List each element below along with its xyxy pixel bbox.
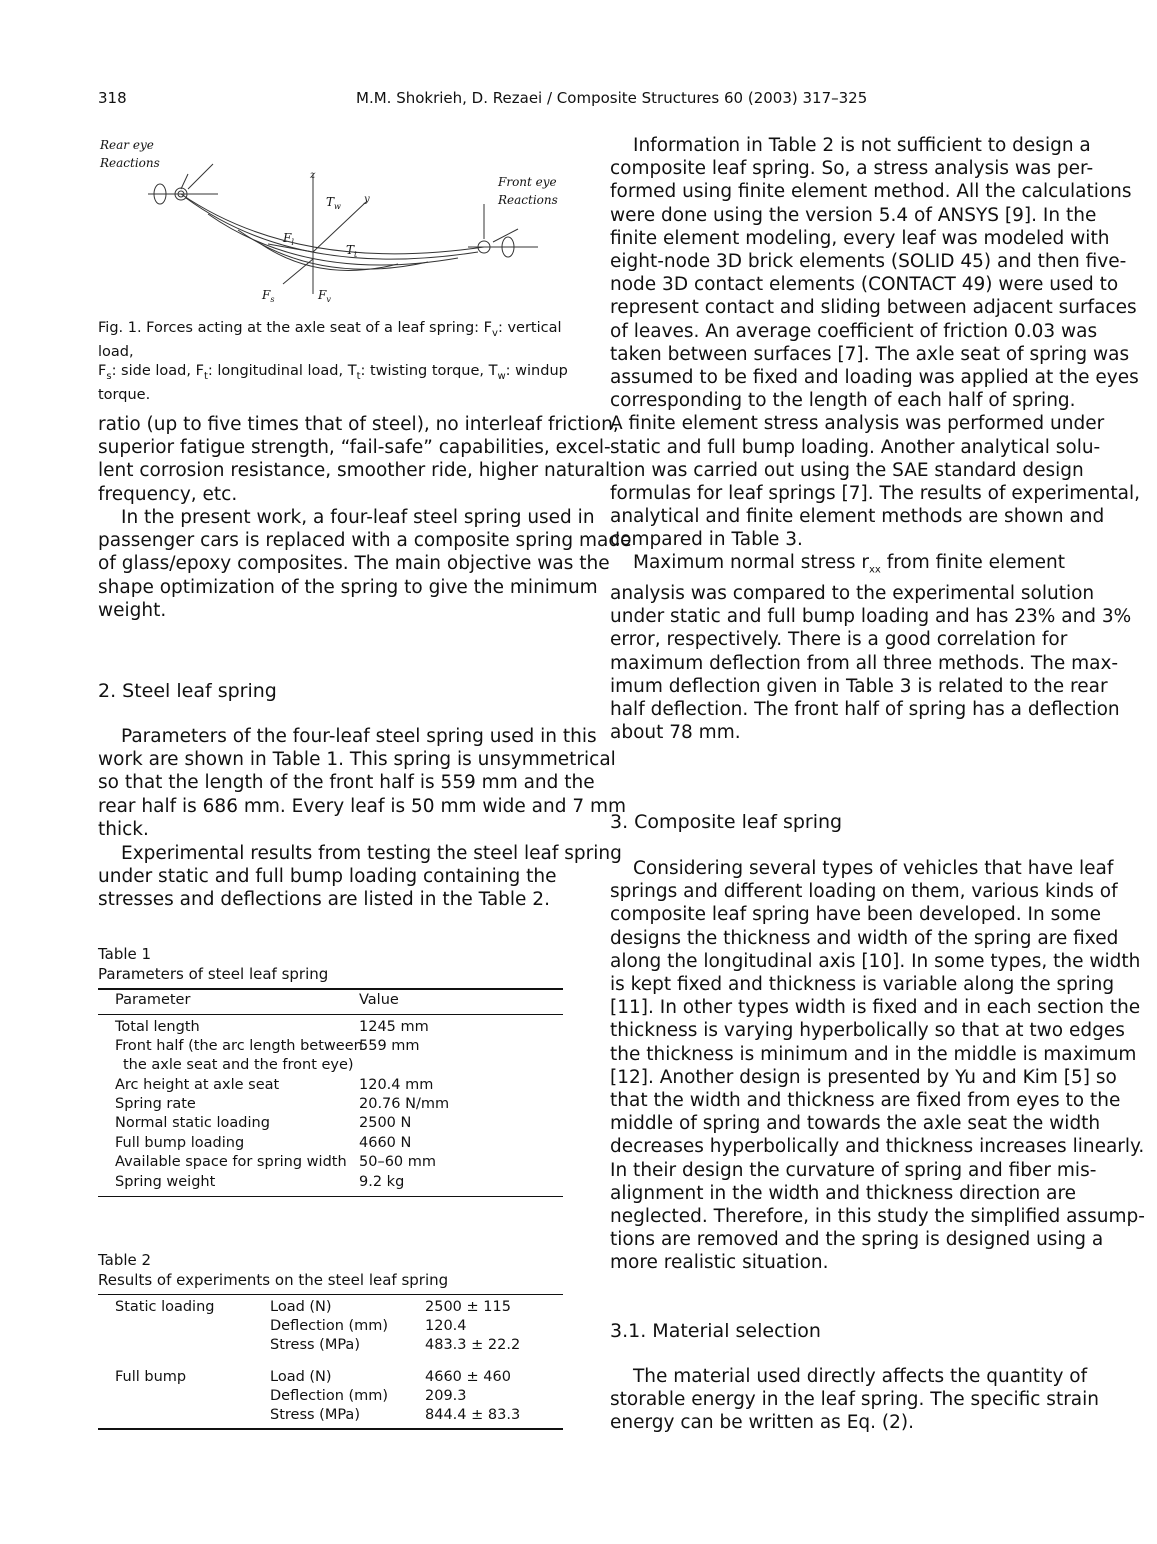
text-line: shape optimization of the spring to give the minimum <box>98 576 598 598</box>
table-cell: Deflection (mm) <box>270 1388 389 1404</box>
figure-caption <box>98 319 583 405</box>
text-line: Parameters of the four-leaf steel spring used in this <box>121 726 597 747</box>
table-row <box>98 1369 563 1388</box>
table-cell: 2500 ± 115 <box>425 1299 511 1315</box>
fl-label: $F_l$ <box>283 231 294 247</box>
right-para-1 <box>610 134 1155 552</box>
table-cell: Stress (MPa) <box>270 1407 360 1423</box>
table-cell: Deflection (mm) <box>270 1318 389 1334</box>
table-cell: Total length <box>115 1019 200 1035</box>
table-header-cell: Value <box>359 992 399 1008</box>
text-line: middle of spring and towards the axle seat the width <box>610 1113 1101 1135</box>
leaf-spring-diagram <box>98 134 578 309</box>
text-line: formed using finite element method. All the calculations <box>610 181 1132 203</box>
text-line: tion was carried out using the SAE standard design <box>610 459 1084 481</box>
text-line: node 3D contact elements (CONTACT 49) were used to <box>610 274 1119 296</box>
table-cell: Front half (the arc length between <box>115 1038 363 1054</box>
table-cell: 1245 mm <box>359 1019 429 1035</box>
right-para-4 <box>610 1365 1155 1435</box>
text-line: designs the thickness and width of the spring are fixed <box>610 927 1119 949</box>
text-line: frequency, etc. <box>98 483 238 505</box>
table-cell: 2500 N <box>359 1115 412 1131</box>
table-cell: 120.4 <box>425 1318 467 1334</box>
page-number: 318 <box>98 89 127 107</box>
text-line: more realistic situation. <box>610 1252 829 1274</box>
table-header-row <box>98 992 563 1011</box>
table-cell: Full bump loading <box>115 1135 245 1151</box>
text-line: finite element modeling, every leaf was modeled with <box>610 227 1110 249</box>
table-2-title: Results of experiments on the steel leaf spring <box>98 1270 449 1289</box>
text-line: In their design the curvature of spring and fiber mis- <box>610 1159 1097 1181</box>
text-line: ratio (up to five times that of steel), no interleaf friction, <box>98 414 619 435</box>
front-eye-label: Front eye <box>498 175 557 189</box>
left-para-2 <box>98 506 658 622</box>
fs-label: $F_s$ <box>262 288 275 304</box>
table-cell: Spring weight <box>115 1174 216 1190</box>
figure-1 <box>98 134 578 403</box>
table-cell: Static loading <box>115 1299 215 1315</box>
table-cell: 20.76 N/mm <box>359 1096 450 1112</box>
text-line: neglected. Therefore, in this study the simplified assump- <box>610 1206 1145 1228</box>
table-cell: Spring rate <box>115 1096 196 1112</box>
text-line: eight-node 3D brick elements (SOLID 45) and then five- <box>610 251 1127 273</box>
caption-line: $F_s$: side load, $F_t$: longitudinal load, $T_t$: twisting torque, $T_w$: windup <box>98 362 568 382</box>
table-cell: the axle seat and the front eye) <box>123 1057 354 1073</box>
left-para-3 <box>98 725 658 841</box>
text-line: thick. <box>98 818 149 840</box>
table-cell: 4660 N <box>359 1135 412 1151</box>
section-2-title: 2. Steel leaf spring <box>98 680 277 702</box>
table-1-caption <box>98 945 328 984</box>
table-2-caption <box>98 1251 448 1290</box>
table-2-label: Table 2 <box>98 1251 152 1269</box>
text-line: [11]. In other types width is fixed and in each section the <box>610 997 1141 1019</box>
text-line: stresses and deflections are listed in the Table 2. <box>98 889 550 911</box>
table-cell: Stress (MPa) <box>270 1337 360 1353</box>
text-line: represent contact and sliding between adjacent surfaces <box>610 297 1137 319</box>
right-para-3 <box>610 857 1155 1275</box>
text-line: The material used directly affects the quantity of <box>633 1366 1088 1387</box>
text-line: In the present work, a four-leaf steel spring used in <box>121 507 595 528</box>
text-line: taken between surfaces [7]. The axle seat of spring was <box>610 343 1130 365</box>
text-line: is kept fixed and thickness is variable along the spring <box>610 974 1115 996</box>
table-header-cell: Parameter <box>115 992 191 1008</box>
left-para-4 <box>98 842 658 912</box>
text-line: of leaves. An average coefficient of friction 0.03 was <box>610 320 1098 342</box>
rear-reactions-label: Reactions <box>100 156 160 170</box>
text-line: composite leaf spring have been developed. In some <box>610 904 1101 926</box>
text-line: static and full bump loading. Another analytical solu- <box>610 436 1101 458</box>
table-cell: Available space for spring width <box>115 1154 347 1170</box>
table-row <box>98 1407 563 1426</box>
right-para-2 <box>610 551 1155 744</box>
text-line: analysis was compared to the experimental solution <box>610 582 1095 604</box>
fv-label: $F_v$ <box>318 288 331 304</box>
text-line: corresponding to the length of each half of spring. <box>610 390 1076 412</box>
text-line: assumed to be fixed and loading was applied at the eyes <box>610 367 1139 389</box>
table-row <box>98 1318 563 1337</box>
table-row <box>98 1057 563 1076</box>
table-cell: Normal static loading <box>115 1115 270 1131</box>
left-para-1 <box>98 413 658 506</box>
caption-line: torque. <box>98 386 151 403</box>
table-cell: 4660 ± 460 <box>425 1369 511 1385</box>
table-cell: 209.3 <box>425 1388 467 1404</box>
table-1-label: Table 1 <box>98 945 152 963</box>
running-title: M.M. Shokrieh, D. Rezaei / Composite Structures 60 (2003) 317–325 <box>356 89 868 107</box>
text-line: the thickness is minimum and in the middle is maximum <box>610 1043 1137 1065</box>
table-cell: Arc height at axle seat <box>115 1077 280 1093</box>
table-row <box>98 1077 563 1096</box>
text-line: Experimental results from testing the steel leaf spring <box>121 843 622 864</box>
table-1-title: Parameters of steel leaf spring <box>98 964 329 983</box>
z-axis-label: z <box>310 170 316 181</box>
text-line: Maximum normal stress $r_{xx}$ from finite element <box>633 552 1065 576</box>
table-row <box>98 1096 563 1115</box>
text-line: tions are removed and the spring is designed using a <box>610 1229 1104 1251</box>
text-line: under static and full bump loading and has 23% and 3% <box>610 606 1132 628</box>
table-cell: 559 mm <box>359 1038 420 1054</box>
table-cell: 120.4 mm <box>359 1077 434 1093</box>
tt-label: $T_t$ <box>346 243 358 259</box>
table-cell: 50–60 mm <box>359 1154 437 1170</box>
table-row <box>98 1135 563 1154</box>
text-line: A finite element stress analysis was performed under <box>610 413 1105 435</box>
table-row <box>98 1337 563 1356</box>
text-line: decreases hyperbolically and thickness increases linearly. <box>610 1136 1145 1158</box>
text-line: maximum deflection from all three methods. The max- <box>610 652 1119 674</box>
text-line: about 78 mm. <box>610 722 741 744</box>
section-3-title: 3. Composite leaf spring <box>610 811 843 833</box>
text-line: work are shown in Table 1. This spring is unsymmetrical <box>98 749 616 771</box>
text-line: lent corrosion resistance, smoother ride, higher natural <box>98 460 611 482</box>
text-line: under static and full bump loading containing the <box>98 866 557 888</box>
text-line: thickness is varying hyperbolically so that at two edges <box>610 1020 1125 1042</box>
table-row <box>98 1038 563 1057</box>
text-line: half deflection. The front half of spring has a deflection <box>610 698 1120 720</box>
table-row <box>98 1019 563 1038</box>
text-line: composite leaf spring. So, a stress analysis was per- <box>610 158 1094 180</box>
tw-label: $T_w$ <box>326 195 341 211</box>
table-1 <box>98 988 563 1198</box>
text-line: superior fatigue strength, “fail-safe” capabilities, excel- <box>98 437 611 459</box>
table-row <box>98 1174 563 1193</box>
text-line: of glass/epoxy composites. The main objective was the <box>98 553 610 575</box>
text-line: storable energy in the leaf spring. The specific strain <box>610 1389 1100 1411</box>
text-line: were done using the version 5.4 of ANSYS [9]. In the <box>610 204 1097 226</box>
table-cell: Full bump <box>115 1369 187 1385</box>
text-line: along the longitudinal axis [10]. In some types, the width <box>610 950 1141 972</box>
text-line: weight. <box>98 599 167 621</box>
text-line: so that the length of the front half is 559 mm and the <box>98 772 595 794</box>
text-line: that the width and thickness are fixed from eyes to the <box>610 1090 1121 1112</box>
table-row <box>98 1154 563 1173</box>
table-2 <box>98 1294 563 1434</box>
text-line: energy can be written as Eq. (2). <box>610 1412 914 1434</box>
text-line: [12]. Another design is presented by Yu and Kim [5] so <box>610 1066 1117 1088</box>
table-cell: Load (N) <box>270 1299 332 1315</box>
table-cell: 844.4 ± 83.3 <box>425 1407 521 1423</box>
text-line: analytical and finite element methods are shown and <box>610 506 1105 528</box>
table-cell: 483.3 ± 22.2 <box>425 1337 521 1353</box>
text-line: rear half is 686 mm. Every leaf is 50 mm wide and 7 mm <box>98 795 627 817</box>
text-line: Considering several types of vehicles that have leaf <box>633 858 1114 879</box>
front-reactions-label: Reactions <box>498 193 558 207</box>
text-line: passenger cars is replaced with a composite spring made <box>98 530 632 552</box>
caption-line: Fig. 1. Forces acting at the axle seat of a leaf spring: $F_v$: vertical load, <box>98 320 562 360</box>
y-axis-label: y <box>364 194 370 205</box>
text-line: alignment in the width and thickness direction are <box>610 1182 1077 1204</box>
table-cell: Load (N) <box>270 1369 332 1385</box>
table-row <box>98 1388 563 1407</box>
text-line: imum deflection given in Table 3 is related to the rear <box>610 675 1108 697</box>
text-line: formulas for leaf springs [7]. The results of experimental, <box>610 483 1140 505</box>
table-cell: 9.2 kg <box>359 1174 405 1190</box>
text-line: springs and different loading on them, various kinds of <box>610 881 1118 903</box>
text-line: compared in Table 3. <box>610 529 803 551</box>
rear-eye-label: Rear eye <box>100 138 154 152</box>
text-line: Information in Table 2 is not sufficient to design a <box>633 135 1091 156</box>
table-row <box>98 1115 563 1134</box>
table-row <box>98 1299 563 1318</box>
text-line: error, respectively. There is a good correlation for <box>610 629 1068 651</box>
section-3-1-title: 3.1. Material selection <box>610 1320 821 1342</box>
